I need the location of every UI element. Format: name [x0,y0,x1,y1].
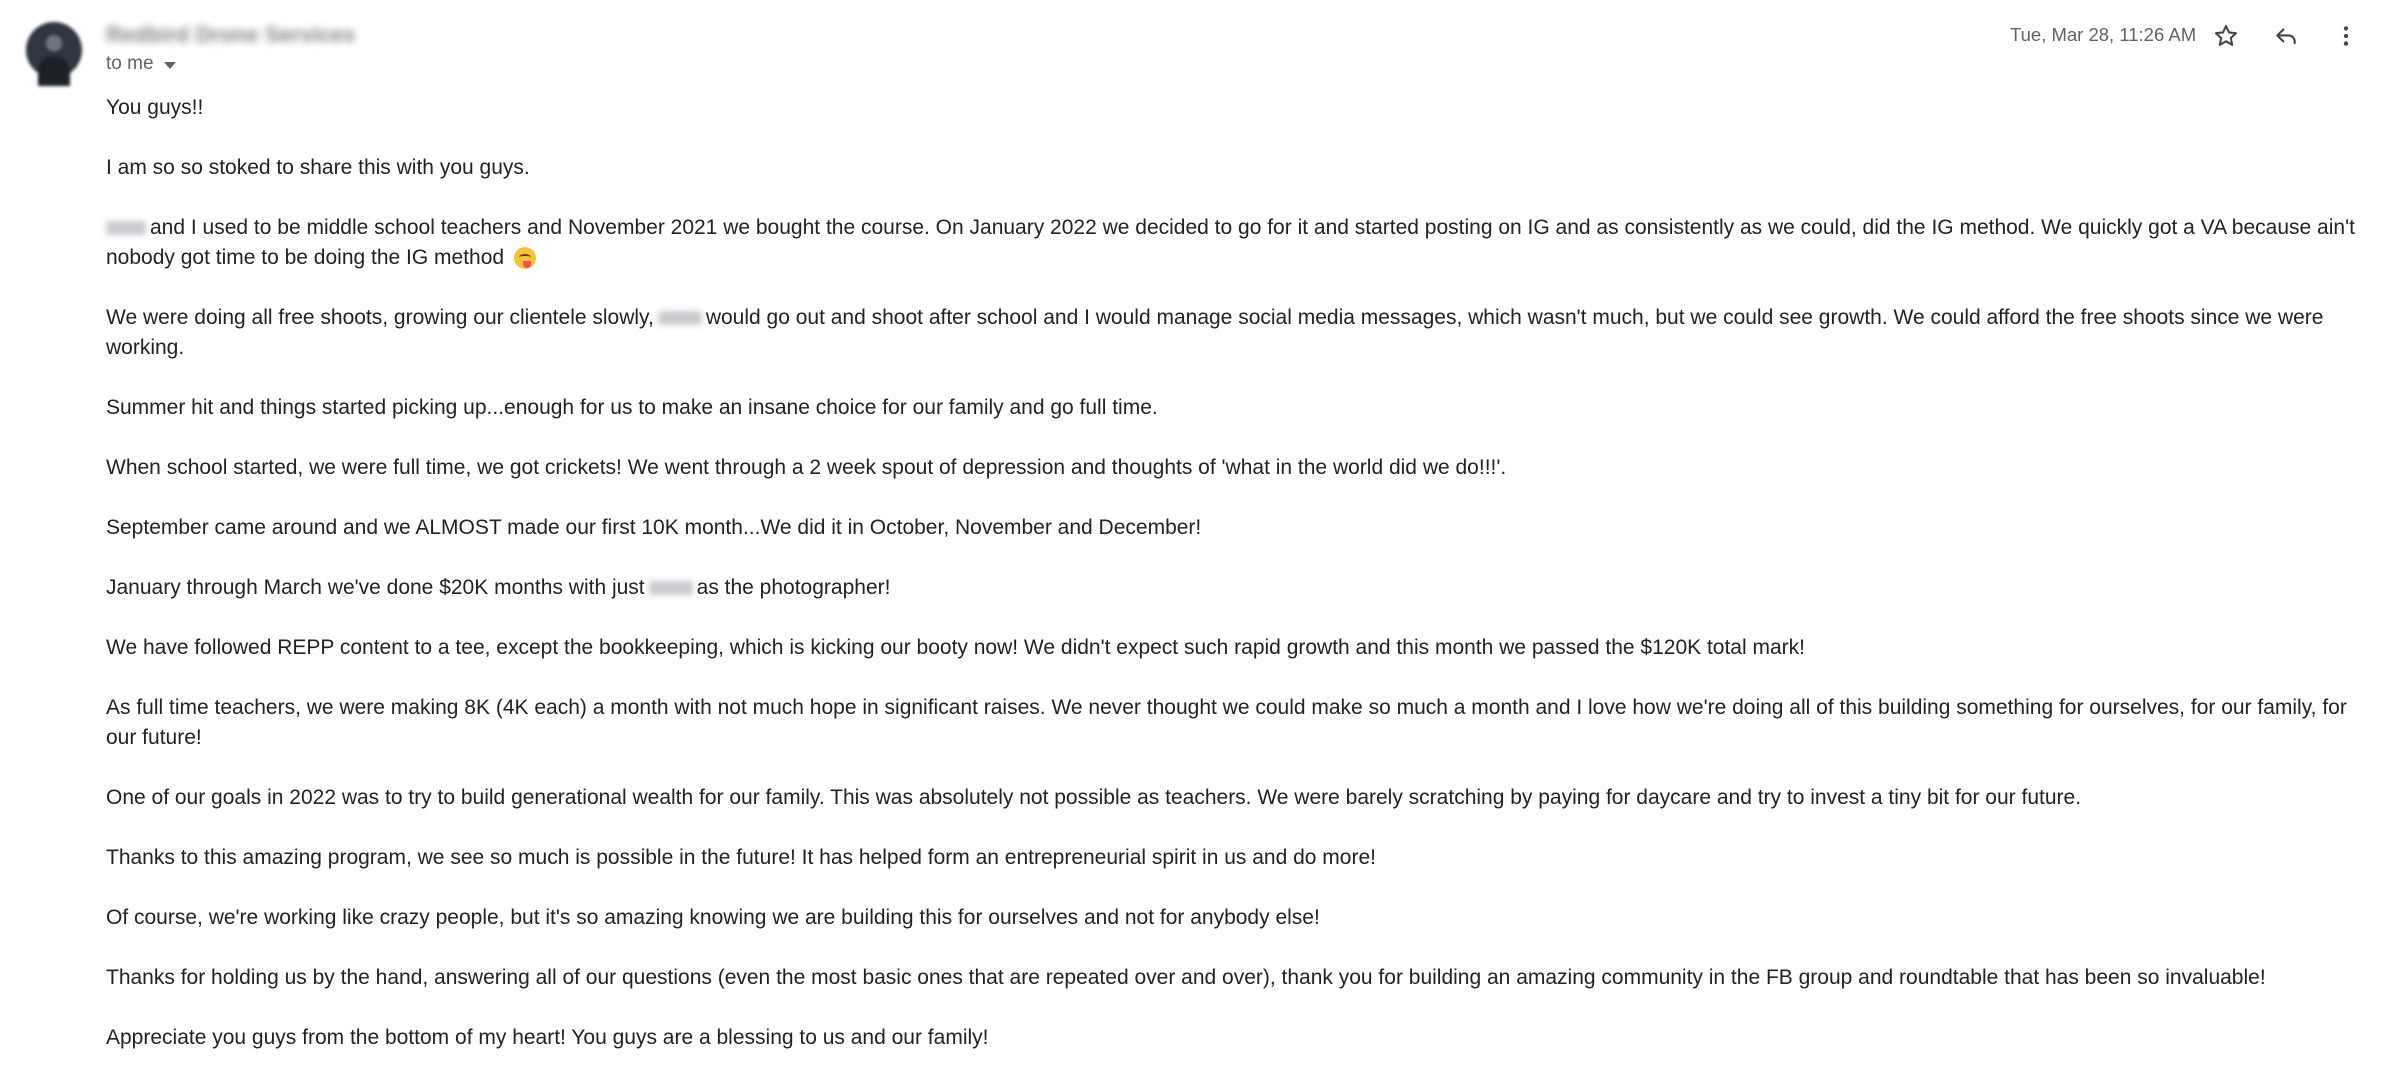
more-options-button[interactable] [2326,16,2366,56]
paragraph-3 [106,213,2376,273]
wink-tongue-emoji-icon [514,247,536,269]
paragraph-8 [106,573,2376,603]
redacted-name [658,311,702,325]
star-button[interactable] [2206,16,2246,56]
paragraph-12: Thanks to this amazing program, we see so much is possible in the future! It has helped form an entrepreneurial spirit in us and do more! [106,846,1376,869]
paragraph-10: As full time teachers, we were making 8K (4K each) a month with not much hope in significant raises. We never thought we could make so much a month and I love how we're doing all of this building something for ourselves, for our family, for our future! [106,696,2347,749]
sender-avatar[interactable] [26,22,82,78]
star-icon [2213,23,2239,49]
paragraph-3-text: and I used to be middle school teachers and November 2021 we bought the course. On January 2022 we decided to go for it and started posting on IG and as consistently as we could, did the IG method. We quickly got a VA because ain't nobody got time to be doing the IG method [106,216,2355,269]
redacted-name [106,221,146,235]
recipient-details-toggle[interactable] [106,53,176,75]
paragraph-5: Summer hit and things started picking up...enough for us to make an insane choice for our family and go full time. [106,396,1158,419]
reply-icon [2273,23,2299,49]
paragraph-7: September came around and we ALMOST made our first 10K month...We did it in October, November and December! [106,516,1202,539]
paragraph-8-text-b: as the photographer! [696,576,891,599]
recipient-label: to me [106,53,154,74]
email-body [106,93,2376,1083]
paragraph-15: Appreciate you guys from the bottom of my heart! You guys are a blessing to us and our family! [106,1026,989,1049]
sender-name[interactable]: Redbird Drone Services [106,22,356,47]
paragraph-11: One of our goals in 2022 was to try to build generational wealth for our family. This was absolutely not possible as teachers. We were barely scratching by paying for daycare and try to invest a tiny bit for our future. [106,786,2082,809]
paragraph-8-text-a: January through March we've done $20K months with just [106,576,645,599]
caret-down-icon[interactable] [164,62,176,69]
paragraph-13: Of course, we're working like crazy people, but it's so amazing knowing we are building this for ourselves and not for anybody else! [106,906,1320,929]
paragraph-14: Thanks for holding us by the hand, answering all of our questions (even the most basic ones that are repeated over and over), thank you for building an amazing community in the FB group and roundtable that has been so invaluable! [106,966,2266,989]
paragraph-1: You guys!! [106,96,204,119]
paragraph-4-text-b: would go out and shoot after school and I would manage social media messages, which wasn't much, but we could see growth. We could afford the free shoots since we were working. [106,306,2324,359]
paragraph-6: When school started, we were full time, we got crickets! We went through a 2 week spout of depression and thoughts of 'what in the world did we do!!!'. [106,456,1507,479]
paragraph-4 [106,303,2376,363]
paragraph-2: I am so so stoked to share this with you guys. [106,156,530,179]
reply-button[interactable] [2266,16,2306,56]
more-vert-icon [2333,23,2359,49]
paragraph-9: We have followed REPP content to a tee, except the bookkeeping, which is kicking our booty now! We didn't expect such rapid growth and this month we passed the $120K total mark! [106,636,1805,659]
paragraph-4-text-a: We were doing all free shoots, growing our clientele slowly, [106,306,654,329]
email-date: Tue, Mar 28, 11:26 AM [2010,24,2197,45]
redacted-name [649,581,693,595]
